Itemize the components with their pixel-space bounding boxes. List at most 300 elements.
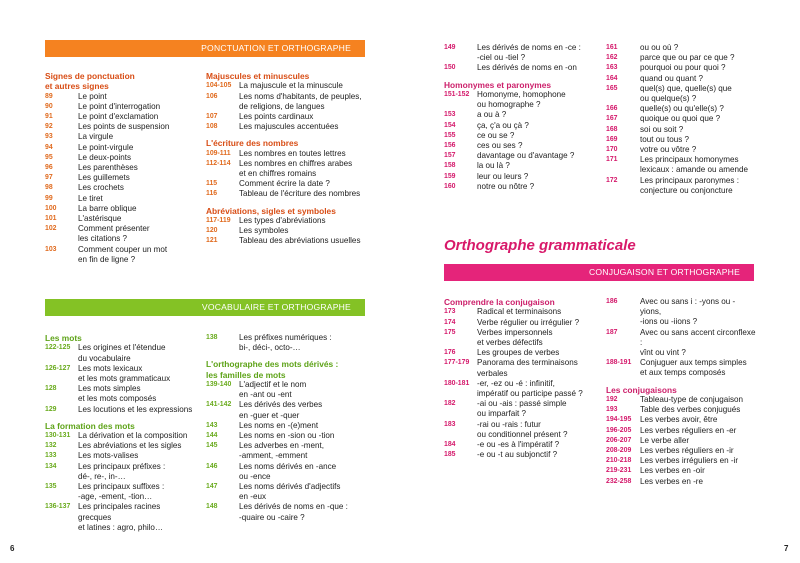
entry-title: quoique ou quoi que ? xyxy=(640,114,721,124)
entry-title: Le deux-points xyxy=(78,152,132,162)
toc-entry[interactable] xyxy=(45,224,195,244)
entry-number: 146 xyxy=(206,462,218,470)
entry-title-continued: -amment, -emment xyxy=(239,451,308,461)
entry-title: L'adjectif et le nom xyxy=(239,380,307,389)
toc-entry[interactable] xyxy=(606,135,756,145)
toc-entry[interactable] xyxy=(444,63,594,73)
toc-entry[interactable] xyxy=(45,431,195,441)
entry-number: 93 xyxy=(45,133,53,141)
toc-column xyxy=(444,43,594,192)
entry-title: Avec ou sans accent circonflexe : xyxy=(640,327,756,347)
entry-title: La virgule xyxy=(78,132,114,142)
entry-number: 95 xyxy=(45,153,53,161)
toc-entry[interactable] xyxy=(45,451,195,461)
entry-title: Les principaux suffixes : xyxy=(78,482,165,492)
toc-entry[interactable] xyxy=(206,81,371,91)
entry-title: Les noms d'habitants, de peuples, xyxy=(239,91,362,101)
toc-column xyxy=(206,71,371,247)
entry-title-continued: ou -ence xyxy=(239,471,271,481)
toc-entry[interactable] xyxy=(206,421,371,431)
entry-title-continued: et verbes défectifs xyxy=(477,337,543,347)
entry-title: la ou là ? xyxy=(477,161,510,171)
entry-number: 162 xyxy=(606,54,618,62)
toc-entry[interactable] xyxy=(444,43,594,63)
entry-number: 134 xyxy=(45,462,57,470)
entry-title: Tableau des abréviations usuelles xyxy=(239,236,361,246)
entry-number: 138 xyxy=(206,334,218,341)
entry-title: -ai ou -ais : passé simple xyxy=(477,399,567,409)
toc-entry[interactable] xyxy=(206,122,371,132)
entry-title: Les adverbes en -ment, xyxy=(239,441,325,451)
entry-number: 147 xyxy=(206,483,218,491)
entry-title: La dérivation et la composition xyxy=(78,431,188,441)
entry-title-continued: en fin de ligne ? xyxy=(78,254,136,264)
entry-title: Les nombres en chiffres arabes xyxy=(239,158,353,168)
toc-entry[interactable] xyxy=(606,426,756,436)
entry-number: 157 xyxy=(444,152,456,160)
entry-title: ce ou se ? xyxy=(477,130,515,140)
toc-entry[interactable] xyxy=(444,328,599,348)
entry-number: 144 xyxy=(206,432,218,440)
entry-number: 161 xyxy=(606,44,618,51)
entry-title-continued: du vocabulaire xyxy=(78,353,131,363)
entry-title: Les verbes en -oir xyxy=(640,466,705,476)
toc-entry[interactable] xyxy=(444,131,594,141)
entry-title: Les nombres en toutes lettres xyxy=(239,148,346,158)
entry-title: votre ou vôtre ? xyxy=(640,145,697,155)
entry-title: quelle(s) ou qu'elle(s) ? xyxy=(640,104,724,114)
entry-number: 141-142 xyxy=(206,401,232,409)
entry-title: La majuscule et la minuscule xyxy=(239,81,343,91)
entry-title: -er, -ez ou -é : infinitif, xyxy=(477,378,555,388)
toc-entry[interactable] xyxy=(606,84,756,104)
entry-number: 158 xyxy=(444,162,456,170)
toc-entry[interactable] xyxy=(45,122,195,132)
entry-number: 164 xyxy=(606,74,618,82)
entry-title-continued: impératif ou participe passé ? xyxy=(477,388,583,398)
toc-entry[interactable] xyxy=(444,141,594,151)
entry-number: 148 xyxy=(206,503,218,511)
entry-title: Conjuguer aux temps simples xyxy=(640,358,747,368)
entry-number: 145 xyxy=(206,442,218,450)
entry-title: Les noms dérivés en -ance xyxy=(239,461,337,471)
entry-title: Les principales racines grecques xyxy=(78,502,161,522)
entry-title: Les dérivés de noms en -on xyxy=(477,63,577,73)
toc-entry[interactable] xyxy=(444,318,599,328)
entry-title-continued: ou imparfait ? xyxy=(477,409,527,419)
toc-entry[interactable] xyxy=(444,110,594,120)
section-heading: L'écriture des nombres xyxy=(206,138,299,149)
toc-entry[interactable] xyxy=(45,384,195,404)
entry-number: 91 xyxy=(45,113,53,120)
entry-title: La barre oblique xyxy=(78,203,137,213)
entry-number: 159 xyxy=(444,172,456,180)
toc-entry[interactable] xyxy=(45,183,195,193)
toc-entry[interactable] xyxy=(606,155,756,175)
entry-title-continued: les citations ? xyxy=(78,234,128,244)
entry-title: Les points de suspension xyxy=(78,122,170,132)
entry-title: notre ou nôtre ? xyxy=(477,181,535,191)
entry-title: Les mots lexicaux xyxy=(78,363,143,373)
entry-number: 102 xyxy=(45,225,57,233)
entry-title: Les points cardinaux xyxy=(239,111,314,121)
entry-number: 115 xyxy=(206,180,218,188)
toc-entry[interactable] xyxy=(45,173,195,183)
entry-number: 186 xyxy=(606,298,618,305)
entry-title: ces ou ses ? xyxy=(477,140,523,150)
toc-entry[interactable] xyxy=(606,456,756,466)
toc-entry[interactable] xyxy=(45,343,195,363)
toc-entry[interactable] xyxy=(45,153,195,163)
toc-entry[interactable] xyxy=(444,348,599,358)
entry-title-continued: en -ant ou -ent xyxy=(239,390,292,400)
entry-number: 171 xyxy=(606,156,618,164)
toc-entry[interactable] xyxy=(444,358,599,378)
toc-entry[interactable] xyxy=(206,92,371,112)
entry-title: Les parenthèses xyxy=(78,163,138,173)
entry-number: 92 xyxy=(45,123,53,131)
entry-number: 170 xyxy=(606,146,618,154)
toc-entry[interactable] xyxy=(606,328,756,359)
toc-entry[interactable] xyxy=(45,204,195,214)
toc-entry[interactable] xyxy=(206,482,371,502)
entry-title: Les dérivés de noms en -que : xyxy=(239,502,348,512)
toc-entry[interactable] xyxy=(45,441,195,451)
entry-number: 149 xyxy=(444,44,456,51)
entry-title-continued: de religions, de langues xyxy=(239,101,325,111)
entry-number: 182 xyxy=(444,400,456,408)
section-heading: Abréviations, sigles et symboles xyxy=(206,205,336,216)
toc-entry[interactable] xyxy=(45,112,195,122)
entry-title-continued: dé-, re-, in-… xyxy=(78,471,126,481)
entry-title-continued: ou homographe ? xyxy=(477,100,541,110)
entry-number: 155 xyxy=(444,131,456,139)
entry-number: 103 xyxy=(45,245,57,253)
entry-number: 208-209 xyxy=(606,446,632,454)
entry-number: 96 xyxy=(45,164,53,172)
entry-number: 166 xyxy=(606,105,618,113)
toc-entry[interactable] xyxy=(206,159,371,179)
toc-entry[interactable] xyxy=(206,502,371,522)
entry-title: Verbe régulier ou irrégulier ? xyxy=(477,317,580,327)
entry-title: Les crochets xyxy=(78,183,124,193)
entry-title-continued: bi-, déci-, octo-… xyxy=(239,343,301,353)
toc-entry[interactable] xyxy=(206,112,371,122)
entry-title: Les principaux préfixes : xyxy=(78,461,166,471)
section-band-vocabulaire: VOCABULAIRE ET ORTHOGRAPHE xyxy=(45,299,365,316)
entry-title: Les verbes réguliers en -ir xyxy=(640,445,734,455)
toc-entry[interactable] xyxy=(45,132,195,142)
entry-title: Les dérivés des verbes xyxy=(239,400,323,410)
toc-entry[interactable] xyxy=(444,450,599,460)
entry-number: 183 xyxy=(444,420,456,428)
section-heading: La formation des mots xyxy=(45,420,135,431)
section-heading: L'orthographe des mots dérivés : xyxy=(206,359,339,370)
entry-number: 135 xyxy=(45,483,57,491)
toc-entry[interactable] xyxy=(606,358,756,378)
entry-title: Le point-virgule xyxy=(78,142,134,152)
entry-number: 173 xyxy=(444,308,456,316)
toc-entry[interactable] xyxy=(206,380,371,400)
entry-title: Les verbes avoir, être xyxy=(640,415,718,425)
entry-title: -rai ou -rais : futur xyxy=(477,419,541,429)
toc-entry[interactable] xyxy=(444,420,599,440)
entry-number: 160 xyxy=(444,182,456,190)
entry-title: Verbes impersonnels xyxy=(477,327,553,337)
entry-title-continued: conjecture ou conjoncture xyxy=(640,185,733,195)
entry-title: Panorama des terminaisons xyxy=(477,358,578,368)
entry-title: Table des verbes conjugués xyxy=(640,405,741,415)
entry-title: -e ou -t au subjonctif ? xyxy=(477,450,558,460)
entry-title: ou ou où ? xyxy=(640,43,679,52)
entry-number: 187 xyxy=(606,328,618,336)
toc-entry[interactable] xyxy=(606,436,756,446)
entry-number: 139-140 xyxy=(206,381,232,388)
entry-number: 150 xyxy=(444,64,456,72)
entry-title: Les dérivés de noms en -ce : xyxy=(477,43,581,52)
toc-entry[interactable] xyxy=(444,172,594,182)
entry-number: 117-119 xyxy=(206,216,231,224)
entry-number: 101 xyxy=(45,215,57,223)
toc-entry[interactable] xyxy=(606,415,756,425)
section-heading: Signes de ponctuation xyxy=(45,71,135,81)
toc-entry[interactable] xyxy=(45,163,195,173)
entry-number: 168 xyxy=(606,125,618,133)
toc-entry[interactable] xyxy=(606,405,756,415)
entry-number: 130-131 xyxy=(45,432,71,440)
entry-title: Le point xyxy=(78,91,107,101)
entry-number: 172 xyxy=(606,176,618,184)
entry-number: 97 xyxy=(45,174,53,182)
toc-entry[interactable] xyxy=(444,440,599,450)
toc-entry[interactable] xyxy=(606,74,756,84)
entry-title: Les types d'abréviations xyxy=(239,215,326,225)
toc-entry[interactable] xyxy=(606,395,756,405)
entry-title: Homonyme, homophone xyxy=(477,89,566,99)
toc-entry[interactable] xyxy=(45,102,195,112)
toc-entry[interactable] xyxy=(45,143,195,153)
toc-entry[interactable] xyxy=(206,236,371,246)
entry-title: Les guillemets xyxy=(78,173,130,183)
toc-entry[interactable] xyxy=(606,446,756,456)
entry-title-continued: -ciel ou -tiel ? xyxy=(477,53,526,63)
toc-entry[interactable] xyxy=(206,226,371,236)
entry-title: Les groupes de verbes xyxy=(477,348,560,358)
entry-number: 122-125 xyxy=(45,344,71,352)
toc-entry[interactable] xyxy=(206,189,371,199)
toc-entry[interactable] xyxy=(606,145,756,155)
section-heading: Les mots xyxy=(45,333,82,343)
entry-title: Les origines et l'étendue xyxy=(78,343,166,353)
entry-title: Le point d'interrogation xyxy=(78,101,161,111)
entry-number: 174 xyxy=(444,318,456,326)
entry-title: quel(s) que, quelle(s) que xyxy=(640,83,732,93)
entry-number: 196-205 xyxy=(606,426,632,434)
entry-title-continued: en -eux xyxy=(239,492,266,502)
entry-title: Les symboles xyxy=(239,226,289,236)
entry-number: 167 xyxy=(606,115,618,123)
entry-title: quand ou quant ? xyxy=(640,73,704,83)
toc-entry[interactable] xyxy=(606,297,756,328)
toc-entry[interactable] xyxy=(206,431,371,441)
toc-entry[interactable] xyxy=(606,176,756,196)
toc-entry[interactable] xyxy=(45,364,195,384)
entry-number: 107 xyxy=(206,112,218,120)
entry-number: 133 xyxy=(45,452,57,460)
toc-column xyxy=(45,71,195,265)
entry-title-continued: et aux temps composés xyxy=(640,368,726,378)
entry-number: 128 xyxy=(45,385,57,393)
entry-title: Tableau-type de conjugaison xyxy=(640,394,744,404)
entry-number: 177-179 xyxy=(444,359,470,367)
toc-entry[interactable] xyxy=(45,462,195,482)
entry-title: Les locutions et les expressions xyxy=(78,404,193,414)
entry-title: Les abréviations et les sigles xyxy=(78,441,182,451)
entry-number: 132 xyxy=(45,442,57,450)
toc-entry[interactable] xyxy=(606,53,756,63)
entry-number: 185 xyxy=(444,451,456,459)
entry-number: 153 xyxy=(444,111,456,119)
entry-title: Comment écrire la date ? xyxy=(239,179,330,189)
entry-title: Comment présenter xyxy=(78,224,150,234)
entry-number: 180-181 xyxy=(444,379,470,387)
toc-entry[interactable] xyxy=(606,477,756,487)
toc-entry[interactable] xyxy=(206,149,371,159)
section-heading: et autres signes xyxy=(45,81,109,92)
entry-title-continued: et latines : agro, philo… xyxy=(78,522,164,532)
toc-column xyxy=(206,333,371,523)
section-heading: les familles de mots xyxy=(206,369,286,380)
entry-title: -e ou -es à l'impératif ? xyxy=(477,439,560,449)
entry-title: Les noms en -sion ou -tion xyxy=(239,431,335,441)
entry-title-continued: verbales xyxy=(477,368,508,378)
toc-entry[interactable] xyxy=(606,125,756,135)
toc-entry[interactable] xyxy=(606,466,756,476)
entry-title: Les principaux paronymes : xyxy=(640,175,739,185)
entry-number: 169 xyxy=(606,135,618,143)
entry-title-continued: et en chiffres romains xyxy=(239,169,317,179)
entry-number: 104-105 xyxy=(206,82,232,90)
entry-title-continued: ou quelque(s) ? xyxy=(640,94,697,104)
entry-title: a ou à ? xyxy=(477,110,507,120)
toc-entry[interactable] xyxy=(606,43,756,53)
page-number-left: 6 xyxy=(10,544,15,553)
section-heading: Homonymes et paronymes xyxy=(444,79,552,90)
toc-entry[interactable] xyxy=(606,114,756,124)
entry-number: 109-111 xyxy=(206,149,231,157)
entry-title-continued: en -guer et -quer xyxy=(239,410,300,420)
section-heading: Majuscules et minuscules xyxy=(206,71,310,81)
entry-number: 100 xyxy=(45,204,57,212)
entry-title-continued: lexicaux : amande ou amende xyxy=(640,165,748,175)
toc-entry[interactable] xyxy=(444,161,594,171)
entry-title: soi ou soit ? xyxy=(640,124,684,134)
toc-entry[interactable] xyxy=(206,216,371,226)
toc-entry[interactable] xyxy=(45,194,195,204)
toc-entry[interactable] xyxy=(45,245,195,265)
entry-number: 163 xyxy=(606,64,618,72)
section-heading: Les conjugaisons xyxy=(606,384,677,395)
toc-entry[interactable] xyxy=(444,182,594,192)
entry-number: 156 xyxy=(444,141,456,149)
toc-entry[interactable] xyxy=(45,92,195,102)
entry-number: 90 xyxy=(45,102,53,110)
entry-number: 194-195 xyxy=(606,416,632,424)
entry-number: 151-152 xyxy=(444,90,470,98)
entry-number: 143 xyxy=(206,421,218,429)
entry-title: Radical et terminaisons xyxy=(477,307,562,317)
toc-entry[interactable] xyxy=(444,151,594,161)
grammar-title: Orthographe grammaticale xyxy=(444,237,636,254)
toc-entry[interactable] xyxy=(444,399,599,419)
entry-number: 106 xyxy=(206,92,218,100)
entry-title: davantage ou d'avantage ? xyxy=(477,151,575,161)
toc-entry[interactable] xyxy=(444,121,594,131)
entry-title: Les verbes en -re xyxy=(640,476,703,486)
entry-number: 108 xyxy=(206,123,218,131)
toc-entry[interactable] xyxy=(45,405,195,415)
entry-title: Les préfixes numériques : xyxy=(239,333,332,342)
entry-number: 188-191 xyxy=(606,359,632,367)
entry-number: 219-231 xyxy=(606,467,632,475)
toc-entry[interactable] xyxy=(606,63,756,73)
entry-title: pourquoi ou pour quoi ? xyxy=(640,63,726,73)
entry-number: 210-218 xyxy=(606,457,632,465)
toc-entry[interactable] xyxy=(206,179,371,189)
entry-title: Comment couper un mot xyxy=(78,244,168,254)
entry-number: 99 xyxy=(45,194,53,202)
entry-title: Avec ou sans i : -yons ou -yions, xyxy=(640,297,736,317)
toc-column xyxy=(45,333,195,533)
entry-title-continued: -quaire ou -caire ? xyxy=(239,512,305,522)
entry-number: 121 xyxy=(206,237,218,245)
toc-entry[interactable] xyxy=(606,104,756,114)
toc-column xyxy=(606,297,756,487)
section-heading: Comprendre la conjugaison xyxy=(444,297,555,307)
entry-title: Les noms en -(e)ment xyxy=(239,420,319,430)
entry-title: Tableau de l'écriture des nombres xyxy=(239,189,361,199)
entry-title: Les verbes réguliers en -er xyxy=(640,425,737,435)
entry-title: tout ou tous ? xyxy=(640,134,690,144)
toc-entry[interactable] xyxy=(206,400,371,420)
toc-entry[interactable] xyxy=(206,441,371,461)
toc-entry[interactable] xyxy=(45,214,195,224)
entry-number: 175 xyxy=(444,328,456,336)
section-band-ponctuation: PONCTUATION ET ORTHOGRAPHE xyxy=(45,40,365,57)
entry-title: ça, ç'a ou çà ? xyxy=(477,120,529,130)
entry-title-continued: ou conditionnel présent ? xyxy=(477,429,568,439)
toc-entry[interactable] xyxy=(444,379,599,399)
entry-title: leur ou leurs ? xyxy=(477,171,529,181)
entry-number: 206-207 xyxy=(606,436,632,444)
toc-entry[interactable] xyxy=(206,333,371,353)
entry-title: Le tiret xyxy=(78,193,103,203)
entry-number: 165 xyxy=(606,84,618,92)
entry-title: Les verbes irréguliers en -ir xyxy=(640,456,739,466)
entry-number: 193 xyxy=(606,406,618,414)
entry-title: Les mots simples xyxy=(78,384,141,394)
toc-entry[interactable] xyxy=(444,307,599,317)
entry-number: 116 xyxy=(206,190,218,198)
toc-entry[interactable] xyxy=(206,462,371,482)
entry-title-continued: vînt ou vint ? xyxy=(640,348,686,358)
toc-entry[interactable] xyxy=(45,502,195,533)
toc-entry[interactable] xyxy=(444,90,594,110)
entry-number: 112-114 xyxy=(206,159,231,167)
entry-title-continued: et les mots composés xyxy=(78,394,157,404)
toc-entry[interactable] xyxy=(45,482,195,502)
entry-number: 98 xyxy=(45,184,53,192)
